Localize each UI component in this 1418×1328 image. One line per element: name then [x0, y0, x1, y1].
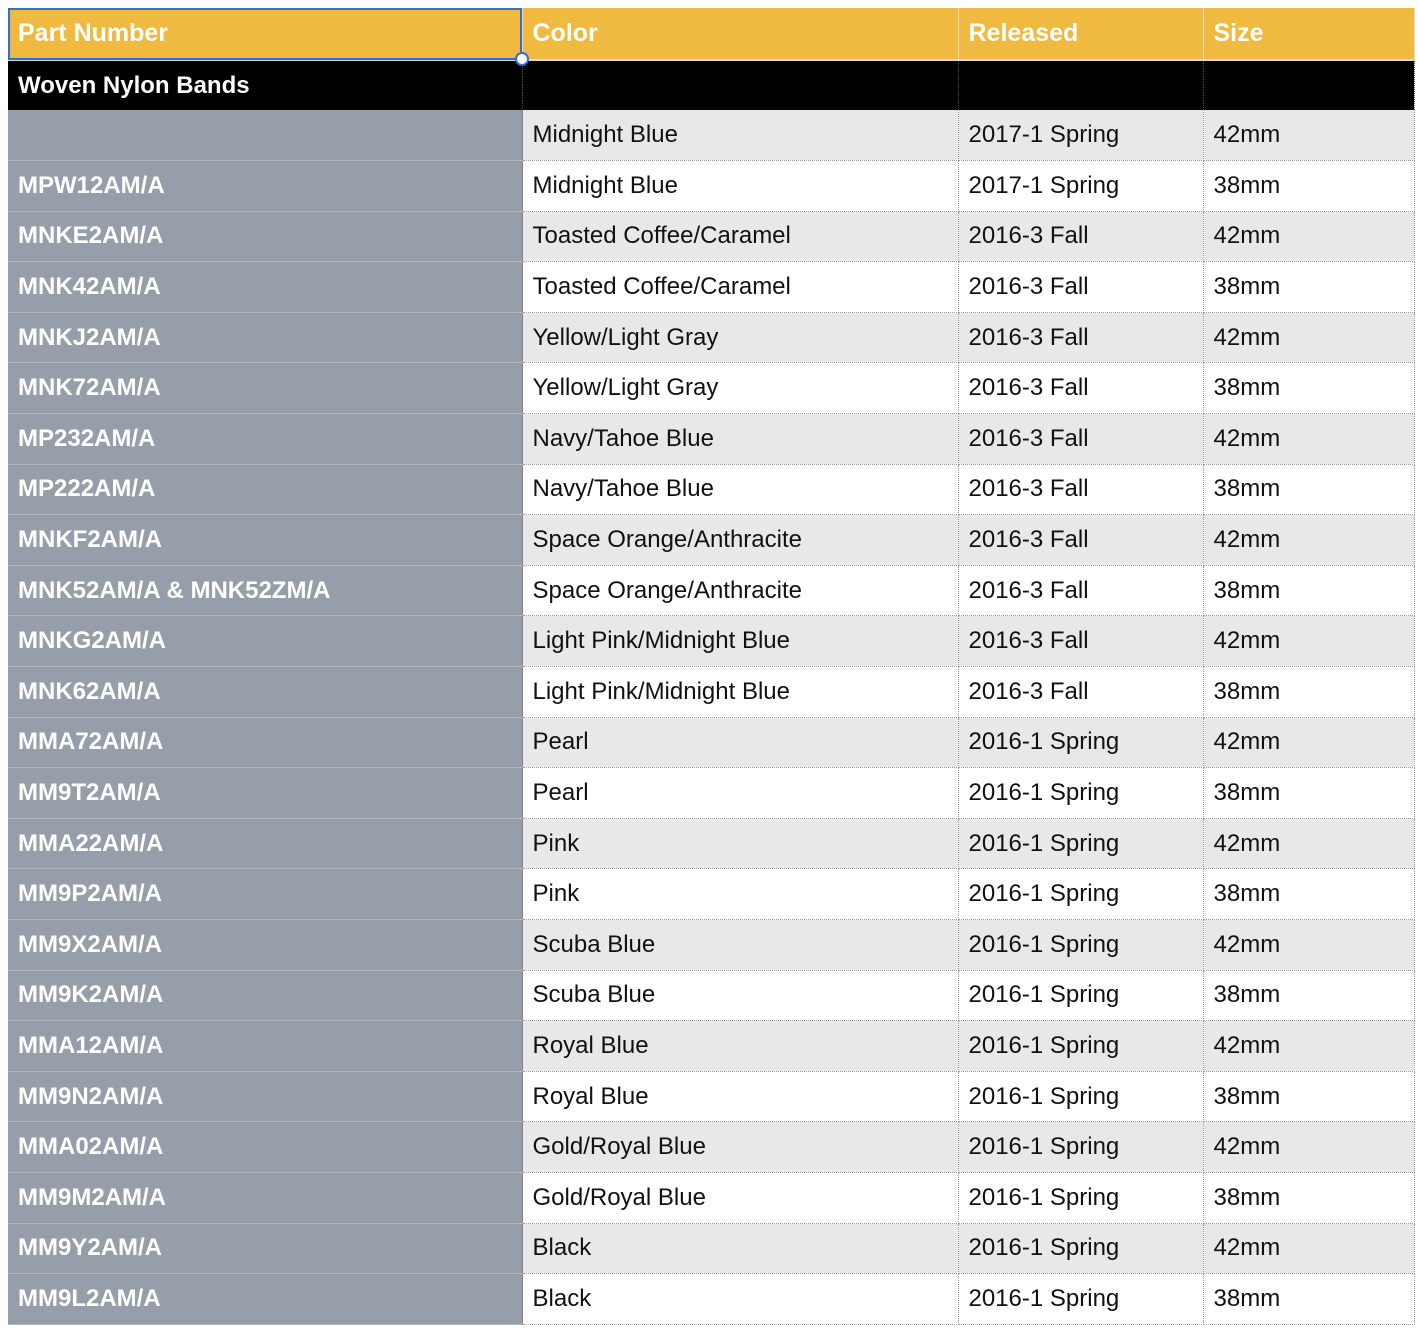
released-cell[interactable]: 2016-1 Spring [958, 768, 1203, 819]
part-number-cell[interactable]: MNK42AM/A [8, 262, 522, 313]
released-cell[interactable]: 2016-1 Spring [958, 869, 1203, 920]
part-number-cell[interactable]: MMA72AM/A [8, 717, 522, 768]
header-released[interactable]: Released [958, 8, 1203, 60]
part-number-cell[interactable]: MM9N2AM/A [8, 1071, 522, 1122]
header-size[interactable]: Size [1203, 8, 1414, 60]
part-number-cell[interactable]: MNK72AM/A [8, 363, 522, 414]
released-cell[interactable]: 2016-1 Spring [958, 1172, 1203, 1223]
color-cell[interactable]: Light Pink/Midnight Blue [522, 667, 958, 718]
color-cell[interactable]: Yellow/Light Gray [522, 312, 958, 363]
group-title[interactable]: Woven Nylon Bands [8, 60, 522, 110]
table-row [8, 464, 1414, 515]
released-cell[interactable]: 2017-1 Spring [958, 110, 1203, 161]
table-row [8, 667, 1414, 718]
size-cell[interactable]: 42mm [1203, 414, 1414, 465]
color-cell[interactable]: Yellow/Light Gray [522, 363, 958, 414]
table-row [8, 1122, 1414, 1173]
part-number-cell[interactable]: MNK62AM/A [8, 667, 522, 718]
table-row [8, 161, 1414, 212]
color-cell[interactable]: Scuba Blue [522, 920, 958, 971]
released-cell[interactable]: 2016-3 Fall [958, 414, 1203, 465]
size-cell[interactable]: 38mm [1203, 262, 1414, 313]
part-number-cell[interactable]: MNKF2AM/A [8, 515, 522, 566]
size-cell[interactable]: 42mm [1203, 616, 1414, 667]
part-number-cell[interactable]: MMA02AM/A [8, 1122, 522, 1173]
released-cell[interactable]: 2016-3 Fall [958, 667, 1203, 718]
released-cell[interactable]: 2016-3 Fall [958, 464, 1203, 515]
released-cell[interactable]: 2016-3 Fall [958, 312, 1203, 363]
part-number-cell[interactable]: MM9L2AM/A [8, 1274, 522, 1325]
color-cell[interactable]: Navy/Tahoe Blue [522, 464, 958, 515]
table-row [8, 1172, 1414, 1223]
table-row [8, 1274, 1414, 1325]
part-number-cell[interactable]: MNKG2AM/A [8, 616, 522, 667]
table-row [8, 869, 1414, 920]
group-cell[interactable] [958, 60, 1203, 110]
parts-table [8, 8, 1415, 1325]
size-cell[interactable]: 42mm [1203, 110, 1414, 161]
color-cell[interactable]: Pearl [522, 768, 958, 819]
released-cell[interactable]: 2016-1 Spring [958, 717, 1203, 768]
size-cell[interactable]: 38mm [1203, 1071, 1414, 1122]
part-number-cell[interactable]: MP222AM/A [8, 464, 522, 515]
table-row [8, 1021, 1414, 1072]
color-cell[interactable]: Toasted Coffee/Caramel [522, 262, 958, 313]
part-number-cell[interactable]: MM9Y2AM/A [8, 1223, 522, 1274]
released-cell[interactable]: 2016-3 Fall [958, 363, 1203, 414]
size-cell[interactable]: 38mm [1203, 1274, 1414, 1325]
color-cell[interactable]: Pink [522, 818, 958, 869]
part-number-cell[interactable]: MNK52AM/A & MNK52ZM/A [8, 565, 522, 616]
size-cell[interactable]: 42mm [1203, 818, 1414, 869]
table-row [8, 1071, 1414, 1122]
size-cell[interactable]: 38mm [1203, 1172, 1414, 1223]
table-row [8, 717, 1414, 768]
color-cell[interactable]: Black [522, 1274, 958, 1325]
size-cell[interactable]: 42mm [1203, 920, 1414, 971]
table-row [8, 1223, 1414, 1274]
table-row [8, 515, 1414, 566]
color-cell[interactable]: Toasted Coffee/Caramel [522, 211, 958, 262]
size-cell[interactable]: 42mm [1203, 1223, 1414, 1274]
part-number-cell[interactable]: MMA22AM/A [8, 818, 522, 869]
table-row [8, 565, 1414, 616]
released-cell[interactable]: 2016-1 Spring [958, 818, 1203, 869]
color-cell[interactable]: Pearl [522, 717, 958, 768]
table-row [8, 414, 1414, 465]
size-cell[interactable]: 38mm [1203, 869, 1414, 920]
group-cell[interactable] [522, 60, 958, 110]
header-part-number[interactable] [8, 8, 522, 60]
size-cell[interactable]: 38mm [1203, 667, 1414, 718]
color-cell[interactable]: Space Orange/Anthracite [522, 515, 958, 566]
released-cell[interactable]: 2016-3 Fall [958, 211, 1203, 262]
header-color[interactable]: Color [522, 8, 958, 60]
released-cell[interactable]: 2017-1 Spring [958, 161, 1203, 212]
table-row [8, 363, 1414, 414]
table-row [8, 970, 1414, 1021]
color-cell[interactable]: Pink [522, 869, 958, 920]
size-cell[interactable]: 42mm [1203, 717, 1414, 768]
color-cell[interactable]: Space Orange/Anthracite [522, 565, 958, 616]
color-cell[interactable]: Royal Blue [522, 1071, 958, 1122]
part-number-cell[interactable]: MM9X2AM/A [8, 920, 522, 971]
table-row [8, 818, 1414, 869]
table-row [8, 262, 1414, 313]
size-cell[interactable]: 38mm [1203, 464, 1414, 515]
table-row [8, 920, 1414, 971]
spreadsheet [8, 8, 1416, 1325]
released-cell[interactable]: 2016-1 Spring [958, 1122, 1203, 1173]
color-cell[interactable]: Black [522, 1223, 958, 1274]
released-cell[interactable]: 2016-3 Fall [958, 565, 1203, 616]
size-cell[interactable]: 38mm [1203, 363, 1414, 414]
color-cell[interactable]: Midnight Blue [522, 161, 958, 212]
part-number-cell[interactable]: MM9P2AM/A [8, 869, 522, 920]
color-cell[interactable]: Light Pink/Midnight Blue [522, 616, 958, 667]
group-row [8, 60, 1414, 110]
size-cell[interactable]: 42mm [1203, 1122, 1414, 1173]
color-cell[interactable]: Navy/Tahoe Blue [522, 414, 958, 465]
header-part-number-label: Part Number [18, 19, 169, 47]
group-cell[interactable] [1203, 60, 1414, 110]
size-cell[interactable]: 38mm [1203, 970, 1414, 1021]
size-cell[interactable]: 38mm [1203, 161, 1414, 212]
part-number-cell[interactable]: MM9T2AM/A [8, 768, 522, 819]
released-cell[interactable]: 2016-1 Spring [958, 1223, 1203, 1274]
size-cell[interactable]: 42mm [1203, 1021, 1414, 1072]
released-cell[interactable]: 2016-1 Spring [958, 1021, 1203, 1072]
part-number-cell[interactable]: MM9M2AM/A [8, 1172, 522, 1223]
released-cell[interactable]: 2016-1 Spring [958, 1071, 1203, 1122]
part-number-cell[interactable]: MMA12AM/A [8, 1021, 522, 1072]
released-cell[interactable]: 2016-1 Spring [958, 970, 1203, 1021]
color-cell[interactable]: Gold/Royal Blue [522, 1172, 958, 1223]
part-number-cell[interactable]: MP232AM/A [8, 414, 522, 465]
table-row [8, 768, 1414, 819]
released-cell[interactable]: 2016-3 Fall [958, 515, 1203, 566]
released-cell[interactable]: 2016-1 Spring [958, 1274, 1203, 1325]
table-row [8, 211, 1414, 262]
table-row [8, 312, 1414, 363]
size-cell[interactable]: 42mm [1203, 211, 1414, 262]
part-number-cell[interactable]: MM9K2AM/A [8, 970, 522, 1021]
header-row [8, 8, 1414, 60]
part-number-cell[interactable]: MNKJ2AM/A [8, 312, 522, 363]
color-cell[interactable]: Scuba Blue [522, 970, 958, 1021]
part-number-cell[interactable] [8, 110, 522, 161]
part-number-cell[interactable]: MNKE2AM/A [8, 211, 522, 262]
size-cell[interactable]: 42mm [1203, 312, 1414, 363]
size-cell[interactable]: 42mm [1203, 515, 1414, 566]
table-row [8, 616, 1414, 667]
size-cell[interactable]: 38mm [1203, 768, 1414, 819]
released-cell[interactable]: 2016-1 Spring [958, 920, 1203, 971]
color-cell[interactable]: Royal Blue [522, 1021, 958, 1072]
released-cell[interactable]: 2016-3 Fall [958, 262, 1203, 313]
selection-handle[interactable] [515, 52, 529, 66]
size-cell[interactable]: 38mm [1203, 565, 1414, 616]
color-cell[interactable]: Midnight Blue [522, 110, 958, 161]
released-cell[interactable]: 2016-3 Fall [958, 616, 1203, 667]
part-number-cell[interactable]: MPW12AM/A [8, 161, 522, 212]
table-row [8, 110, 1414, 161]
color-cell[interactable]: Gold/Royal Blue [522, 1122, 958, 1173]
